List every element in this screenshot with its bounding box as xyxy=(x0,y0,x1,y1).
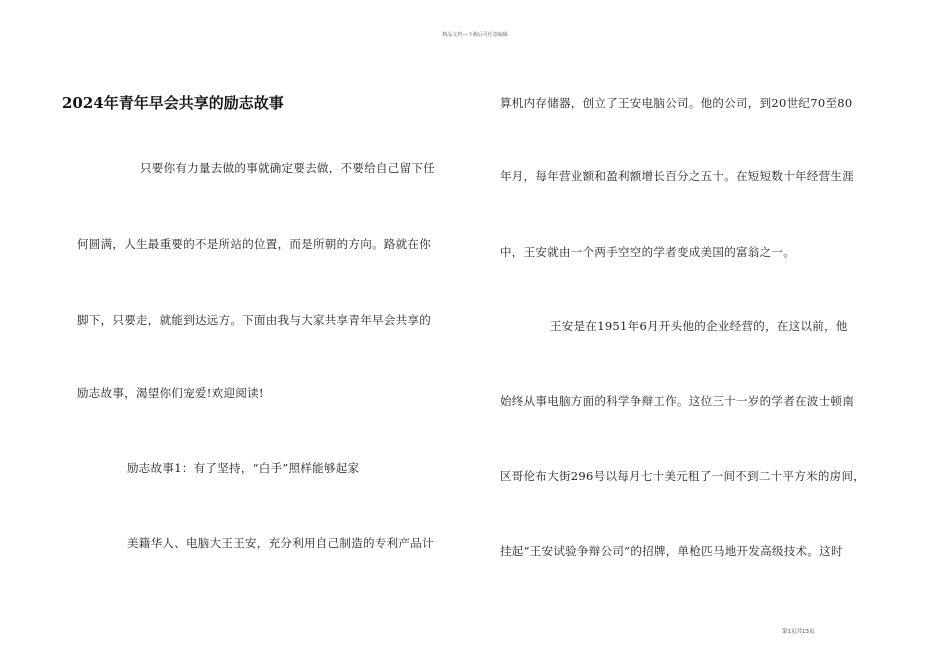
paragraph-line: 年月，每年营业额和盈利额增长百分之五十。在短短数十年经营生涯 xyxy=(500,169,854,183)
paragraph-line: 算机内存储器，创立了王安电脑公司。他的公司，到20世纪70至80 xyxy=(500,96,853,110)
paragraph-line: 励志故事，渴望你们宠爱!欢迎阅读! xyxy=(77,386,264,400)
story-heading: 励志故事1：有了坚持，“白手”照样能够起家 xyxy=(127,461,360,475)
paragraph-line: 美籍华人、电脑大王王安，充分利用自己制造的专利产品计 xyxy=(127,536,434,550)
page-number-footer: 第1页共13页 xyxy=(782,629,815,635)
paragraph-line: 王安是在1951年6月开头他的企业经营的，在这以前，他 xyxy=(550,319,848,333)
paragraph-line: 脚下，只要走，就能到达远方。下面由我与大家共享青年早会共享的 xyxy=(77,313,431,327)
paragraph-line: 始终从事电脑方面的科学争辩工作。这位三十一岁的学者在波士顿南 xyxy=(500,394,854,408)
paragraph-line: 中，王安就由一个两手空空的学者变成美国的富翁之一。 xyxy=(500,245,795,259)
paragraph-line: 区哥伦布大街296号以每月七十美元租了一间不到二十平方米的房间， xyxy=(500,469,866,483)
document-title: 2024年青年早会共享的励志故事 xyxy=(62,94,284,112)
paragraph-line: 挂起“王安试验争辩公司”的招牌，单枪匹马地开发高级技术。这时 xyxy=(500,544,843,558)
document-header-note: 精品文档---下载后可任意编辑 xyxy=(442,32,508,38)
paragraph-line: 只要你有力量去做的事就确定要去做，不要给自己留下任 xyxy=(140,161,435,175)
paragraph-line: 何圆满，人生最重要的不是所站的位置，而是所朝的方向。路就在你 xyxy=(77,237,431,251)
